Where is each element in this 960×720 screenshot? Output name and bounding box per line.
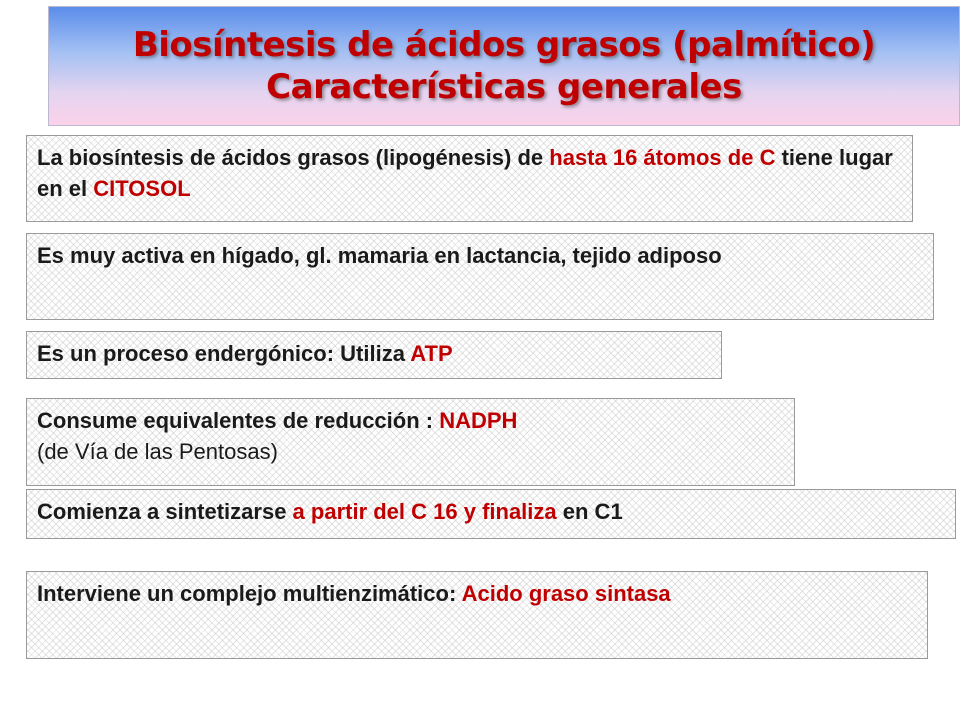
point-nadph: [26, 398, 795, 486]
point-enzyme-highlight: Acido graso sintasa: [461, 581, 671, 606]
point-nadph-note: (de Vía de las Pentosas): [37, 439, 278, 464]
point-citosol-highlight-1: hasta 16 átomos de C: [549, 145, 776, 170]
slide-title: Biosíntesis de ácidos grasos (palmítico): [132, 25, 876, 65]
slide-subtitle: Características generales: [266, 67, 742, 107]
point-direction-highlight: a partir del C 16 y finaliza: [292, 499, 557, 524]
point-atp-highlight: ATP: [410, 341, 453, 366]
point-atp: [26, 331, 722, 379]
point-enzyme-text: Interviene un complejo multienzimático:: [37, 581, 462, 606]
point-citosol-text-2: tiene lugar en el: [37, 145, 893, 201]
point-tissues: [26, 233, 934, 320]
point-citosol: [26, 135, 913, 222]
point-nadph-highlight: NADPH: [439, 408, 518, 433]
point-direction-text-2: en C1: [556, 499, 623, 524]
point-citosol-text-1: La biosíntesis de ácidos grasos (lipogénesis) de: [37, 145, 550, 170]
point-enzyme: [26, 571, 928, 659]
point-tissues-text: Es muy activa en hígado, gl. mamaria en lactancia, tejido adiposo: [37, 243, 722, 268]
point-direction: [26, 489, 956, 539]
point-citosol-highlight-2: CITOSOL: [93, 176, 191, 201]
title-banner: [48, 6, 960, 126]
point-direction-text-1: Comienza a sintetizarse: [37, 499, 293, 524]
point-nadph-text: Consume equivalentes de reducción :: [37, 408, 440, 433]
point-atp-text: Es un proceso endergónico: Utiliza: [37, 341, 411, 366]
